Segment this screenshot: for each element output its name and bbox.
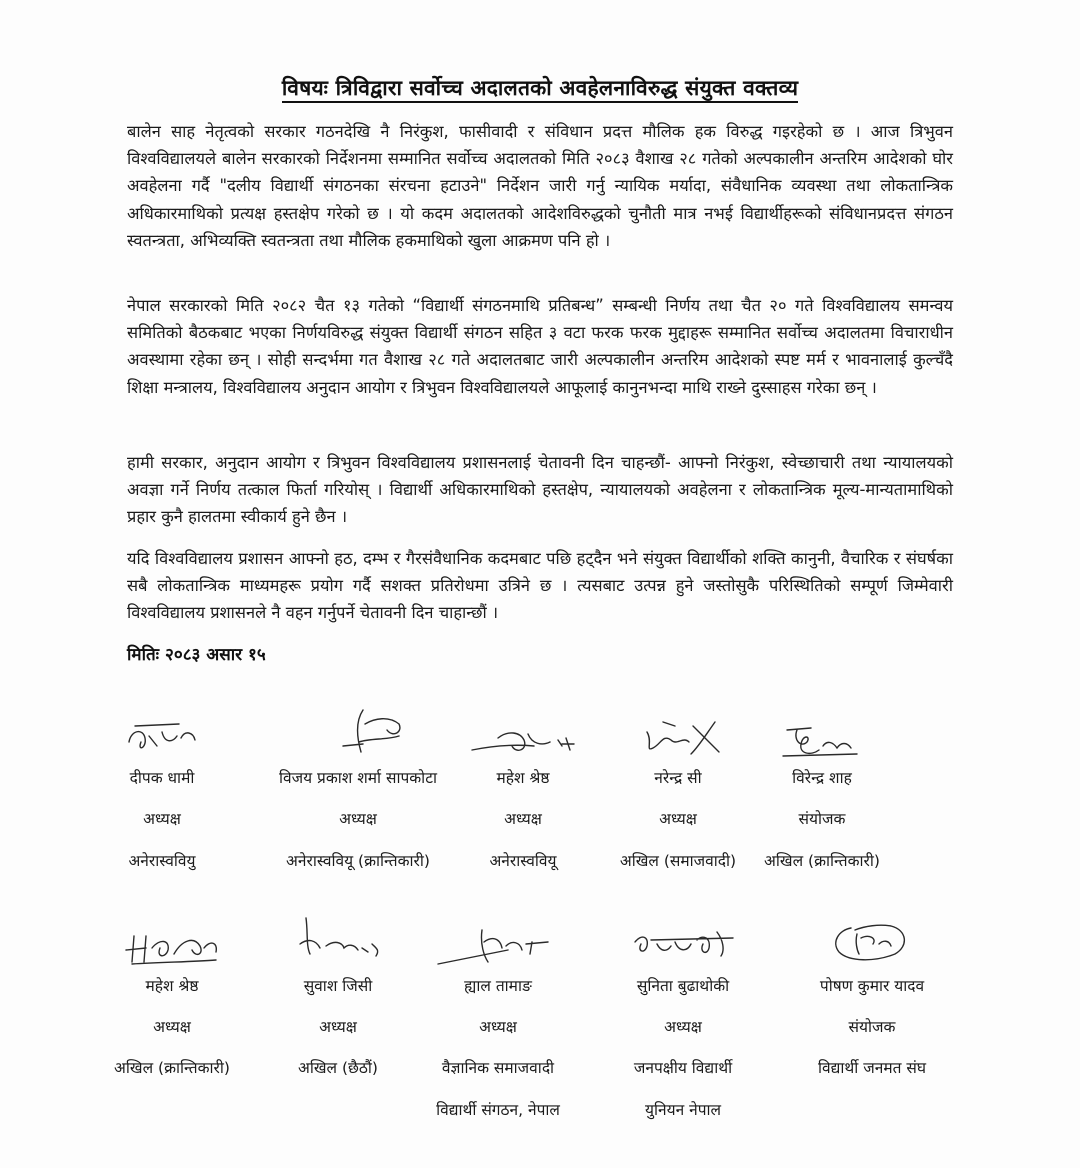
signature-mark [112, 918, 232, 970]
signature-mark [278, 910, 398, 968]
signatory-block [757, 916, 987, 1077]
signatory-role: संयोजक [848, 1018, 896, 1036]
signatory-name: विरेन्द्र शाह [792, 769, 852, 787]
signature-mark [107, 712, 217, 762]
signatory-org: विद्यार्थी जनमत संघ [817, 1059, 927, 1077]
signatory-role: अध्यक्ष [319, 1018, 357, 1036]
signature-mark [458, 716, 588, 762]
signatory-org: अखिल (क्रान्तिकारी) [764, 852, 880, 870]
signatory-role: अध्यक्ष [339, 810, 377, 828]
signature-mark [613, 918, 753, 970]
signatory-block [57, 712, 267, 870]
signature-mark [767, 716, 877, 762]
signatory-name: नरेन्द्र सी [654, 769, 702, 787]
paragraph-4: यदि विश्वविद्यालय प्रशासन आफ्नो हठ, दम्भ र गैरसंवैधानिक कदमबाट पछि हट्दैन भने संयुक्त विद्यार्थीको शक्ति कानुनी, वैचारिक र संघर्षका सबै लोकतान्त्रिक माध्यमहरू प्रयोग गर्दै सशक्त प्रतिरोधमा उत्रिने छ । त्यसबाट उत्पन्न हुने जस्तोसुकै परिस्थितिको सम्पूर्ण जिम्मेवारी विश्वविद्यालय प्रशासनले नै वहन गर्नुपर्ने चेतावनी दिन चाहान्छौं । [127, 549, 953, 623]
signatory-org: अनेरास्ववियू [489, 852, 557, 870]
signatory-role: अध्यक्ष [664, 1018, 702, 1036]
paragraph-3: हामी सरकार, अनुदान आयोग र त्रिभुवन विश्वविद्यालय प्रशासनलाई चेतावनी दिन चाहन्छौं- आफ्नो निरंकुश, स्वेच्छाचारी तथा न्यायालयको अवज्ञा गर्ने निर्णय तत्काल फिर्ता गरियोस् । विद्यार्थी अधिकारमाथिको हस्तक्षेप, न्यायालयको अवहेलना र लोकतान्त्रिक मूल्य-मान्यतामाथिको प्रहार कुनै हालतमा स्वीकार्य हुने छैन । [127, 453, 953, 527]
signature-mark [817, 916, 927, 970]
signatory-name: ह्याल तामाङ [464, 977, 532, 995]
signatory-role: अध्यक्ष [659, 810, 697, 828]
signatory-name: महेश श्रेष्ठ [496, 769, 550, 787]
signature-mark [428, 920, 568, 970]
signatory-name: सुनिता बुढाथोकी [636, 977, 730, 995]
signatory-role: संयोजक [798, 810, 846, 828]
paragraph-2: नेपाल सरकारको मिति २०८२ चैत १३ गतेको “विद्यार्थी संगठनमाथि प्रतिबन्ध” सम्बन्धी निर्णय तथा चैत २० गते विश्वविद्यालय समन्वय समितिको बैठकबाट भएका निर्णयविरुद्ध संयुक्त विद्यार्थी संगठन सहित ३ वटा फरक फरक मुद्दाहरू सम्मानित सर्वोच्च अदालतमा विचाराधीन अवस्थामा रहेका छन् । सोही सन्दर्भमा गत वैशाख २८ गते अदालतबाट जारी अल्पकालीन अन्तरिम आदेशको स्पष्ट मर्म र भावनालाई कुल्चँदै शिक्षा मन्त्रालय, विश्वविद्यालय अनुदान आयोग र त्रिभुवन विश्वविद्यालयले आफूलाई कानुनभन्दा माथि राख्ने दुस्साहस गरेका छन् । [127, 296, 953, 397]
signatory-org-line-2: युनियन नेपाल [644, 1101, 722, 1119]
signatory-org: अनेरास्ववियू (क्रान्तिकारी) [286, 852, 430, 870]
signatory-block [707, 716, 937, 870]
signatory-role: अध्यक्ष [504, 810, 542, 828]
signatory-role: अध्यक्ष [479, 1018, 517, 1036]
statement-title: विषयः त्रिविद्वारा सर्वोच्च अदालतको अवहेलनाविरुद्ध संयुक्त वक्तव्य [0, 74, 1080, 102]
signatory-name: दीपक धामी [129, 769, 195, 787]
signatory-name: पोषण कुमार यादव [819, 977, 925, 995]
signatory-name: महेश श्रेष्ठ [145, 977, 199, 995]
signatory-org: अनेरास्ववियु [128, 852, 196, 870]
signatory-org: जनपक्षीय विद्यार्थी [633, 1059, 733, 1077]
signatory-org: वैज्ञानिक समाजवादी [441, 1059, 555, 1077]
signature-mark [303, 702, 413, 762]
signatory-name: विजय प्रकाश शर्मा सापकोटा [278, 769, 438, 787]
signatory-org: अखिल (छैठौं) [298, 1059, 378, 1077]
statement-date: मितिः २०८३ असार १५ [127, 645, 266, 665]
signatory-org-line-2: विद्यार्थी संगठन, नेपाल [436, 1101, 560, 1119]
signatory-role: अध्यक्ष [153, 1018, 191, 1036]
signatory-role: अध्यक्ष [143, 810, 181, 828]
paragraph-1: बालेन साह नेतृत्वको सरकार गठनदेखि नै निरंकुश, फासीवादी र संविधान प्रदत्त मौलिक हक विरुद्ध गइरहेको छ । आज त्रिभुवन विश्वविद्यालयले बालेन सरकारको निर्देशनमा सम्मानित सर्वोच्च अदालतको मिति २०८३ वैशाख २८ गतेको अल्पकालीन अन्तरिम आदेशको घोर अवहेलना गर्दै "दलीय विद्यार्थी संगठनका संरचना हटाउने" निर्देशन जारी गर्नु न्यायिक मर्यादा, संवैधानिक व्यवस्था तथा लोकतान्त्रिक अधिकारमाथिको प्रत्यक्ष हस्तक्षेप गरेको छ । यो कदम अदालतको आदेशविरुद्धको चुनौती मात्र नभई विद्यार्थीहरूको संविधानप्रदत्त संगठन स्वतन्त्रता, अभिव्यक्ति स्वतन्त्रता तथा मौलिक हकमाथिको खुला आक्रमण पनि हो । [127, 122, 953, 250]
signatory-org: अखिल (समाजवादी) [619, 852, 737, 870]
signatory-name: सुवाश जिसी [303, 977, 373, 995]
signatory-org: अखिल (क्रान्तिकारी) [114, 1059, 230, 1077]
